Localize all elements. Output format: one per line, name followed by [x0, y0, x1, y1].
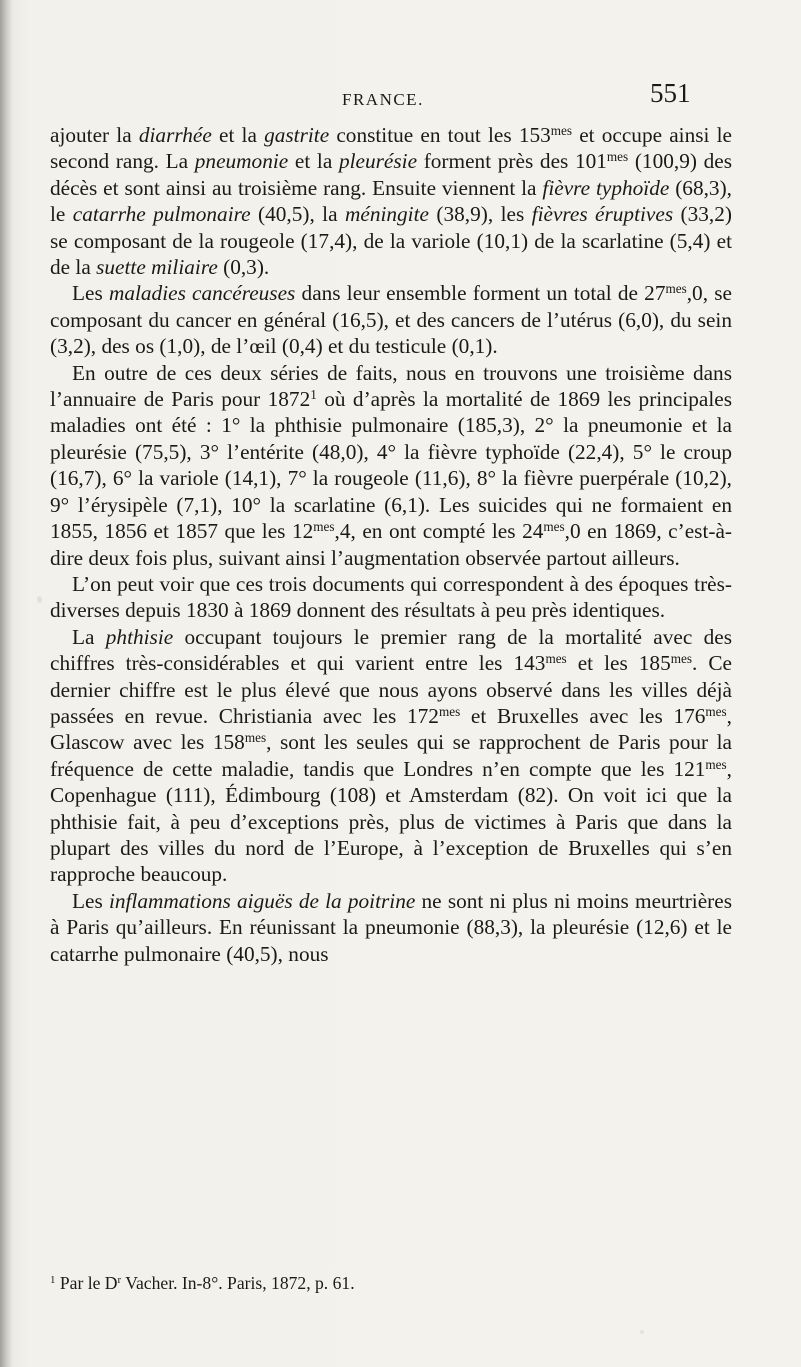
text-run: et la [288, 149, 339, 174]
superscript: 1 [310, 386, 317, 402]
text-run: (38,9), les [428, 202, 532, 227]
italic-term: pleurésie [338, 149, 418, 174]
text-run: ,0 en 1869, c’est-à-dire deux fois plus, suivant ainsi l’augmentation observée partout ailleurs. [50, 519, 733, 570]
superscript: mes [705, 756, 727, 772]
text-run: , sont les seules qui se rapprochent de Paris pour la fréquence de cette maladie, tandis que Londres n’en compte que les 121 [50, 730, 732, 781]
superscript: mes [438, 703, 461, 719]
paper-spot [640, 1330, 644, 1334]
text-run: En outre de ces deux séries de faits, nous en trouvons une troisième dans l’annuaire de Paris pour 1872 [50, 360, 732, 412]
text-run: et occupe ainsi le second rang. La [50, 123, 732, 174]
italic-term: fièvre typhoïde [542, 175, 670, 200]
paper-spot [37, 596, 42, 603]
text-run: ,4, en ont compté les 24 [334, 519, 544, 544]
text-run: (100,9) des décès et sont ainsi au troisième rang. Ensuite viennent la [50, 149, 732, 200]
text-run: et les 185 [566, 651, 671, 676]
superscript: 1 [50, 1274, 56, 1286]
text-run: (40,5), la [250, 202, 345, 227]
superscript: mes [665, 281, 687, 297]
paragraph [50, 888, 732, 967]
text-run: ajouter la [50, 123, 139, 147]
superscript: mes [313, 518, 335, 534]
superscript: mes [244, 730, 267, 746]
text-run: . Ce dernier chiffre est le plus élevé que nous ayons observé dans les villes déjà passées en revue. Christiania avec les 172 [50, 651, 732, 728]
footnote [50, 1271, 750, 1295]
text-run: Par le D [55, 1273, 118, 1293]
superscript: mes [670, 650, 692, 666]
text-run: constitue en tout les 153 [329, 123, 551, 147]
paragraph [50, 571, 732, 624]
page-number: 551 [650, 78, 691, 108]
text-run: , Copenhague (111), Édimbourg (108) et Amsterdam (82). On voit ici que la phthisie fait, à peu d’exceptions près, plus de victimes à Paris que dans la plupart des villes du nord de l’Europe, à l’exception de Bruxelles qui s’en rapproche beaucoup. [50, 756, 732, 887]
text-run: occupant toujours le premier rang de la mortalité avec des chiffres très-considérables et qui varient entre les 143 [50, 624, 732, 676]
text-run: (68,3), le [50, 175, 732, 227]
text-run: dans leur ensemble forment un total de 27 [295, 281, 666, 306]
italic-term: maladies cancéreuses [108, 281, 296, 306]
page-gutter-shadow [0, 0, 12, 1367]
body-text [50, 122, 732, 967]
italic-term: diarrhée [138, 123, 212, 147]
italic-term: inflammations aiguës de la poitrine [108, 888, 416, 913]
superscript: mes [543, 518, 565, 534]
italic-term: gastrite [264, 123, 330, 147]
text-run: ,0, se composant du cancer en général (16,5), et des cancers de l’utérus (6,0), du sein (3,2), des os (1,0), de l’œil (0,4) et du testicule (0,1). [50, 281, 732, 359]
text-run: , Glascow avec les 158 [50, 703, 732, 755]
paragraph [50, 624, 732, 888]
text-run: Les [72, 888, 109, 913]
italic-term: catarrhe pulmonaire [72, 202, 251, 227]
page-header [0, 78, 801, 118]
italic-term: phthisie [105, 624, 174, 649]
superscript: r [117, 1274, 122, 1286]
text-run: Vacher. In-8°. Paris, 1872, p. 61. [121, 1273, 355, 1293]
text-run: ne sont ni plus ni moins meurtrières à Paris qu’ailleurs. En réunissant la pneumonie (88,3), la pleurésie (12,6) et le catarrhe pulmonaire (40,5), nous [50, 888, 732, 966]
superscript: mes [606, 149, 629, 165]
text-run: où d’après la mortalité de 1869 les principales maladies ont été : 1° la phthisie pulmonaire (185,3), 2° la pneumonie et la pleurésie (75,5), 3° l’entérite (48,0), 4° la fièvre typhoïde (22,4), 5° le croup (16,7), 6° la variole (14,1), 7° la rougeole (11,6), 8° la fièvre puerpérale (10,2), 9° l’érysipèle (7,1), 10° la scarlatine (6,1). Les suicides qui ne formaient en 1855, 1856 et 1857 que les 12 [50, 387, 732, 544]
paragraph [50, 280, 732, 359]
superscript: mes [545, 650, 567, 666]
italic-term: méningite [344, 202, 429, 227]
text-run: (0,3). [217, 255, 270, 280]
text-run: (33,2) se composant de la rougeole (17,4), de la variole (10,1) de la scarlatine (5,4) et de la [50, 202, 732, 280]
superscript: mes [705, 703, 727, 719]
superscript: mes [550, 122, 573, 138]
text-run: Les [72, 281, 109, 306]
italic-term: suette miliaire [96, 255, 218, 280]
text-run: forment près des 101 [417, 149, 607, 174]
text-run: et Bruxelles avec les 176 [460, 703, 706, 728]
running-head: FRANCE. [342, 90, 424, 109]
paragraph [50, 122, 732, 280]
text-run: La [72, 624, 106, 649]
text-run: L’on peut voir que ces trois documents qui correspondent à des époques très-diverses depuis 1830 à 1869 donnent des résultats à peu près identiques. [50, 571, 732, 623]
text-run: et la [211, 123, 265, 147]
italic-term: pneumonie [194, 149, 289, 174]
paragraph [50, 360, 732, 571]
italic-term: fièvres éruptives [531, 202, 674, 227]
